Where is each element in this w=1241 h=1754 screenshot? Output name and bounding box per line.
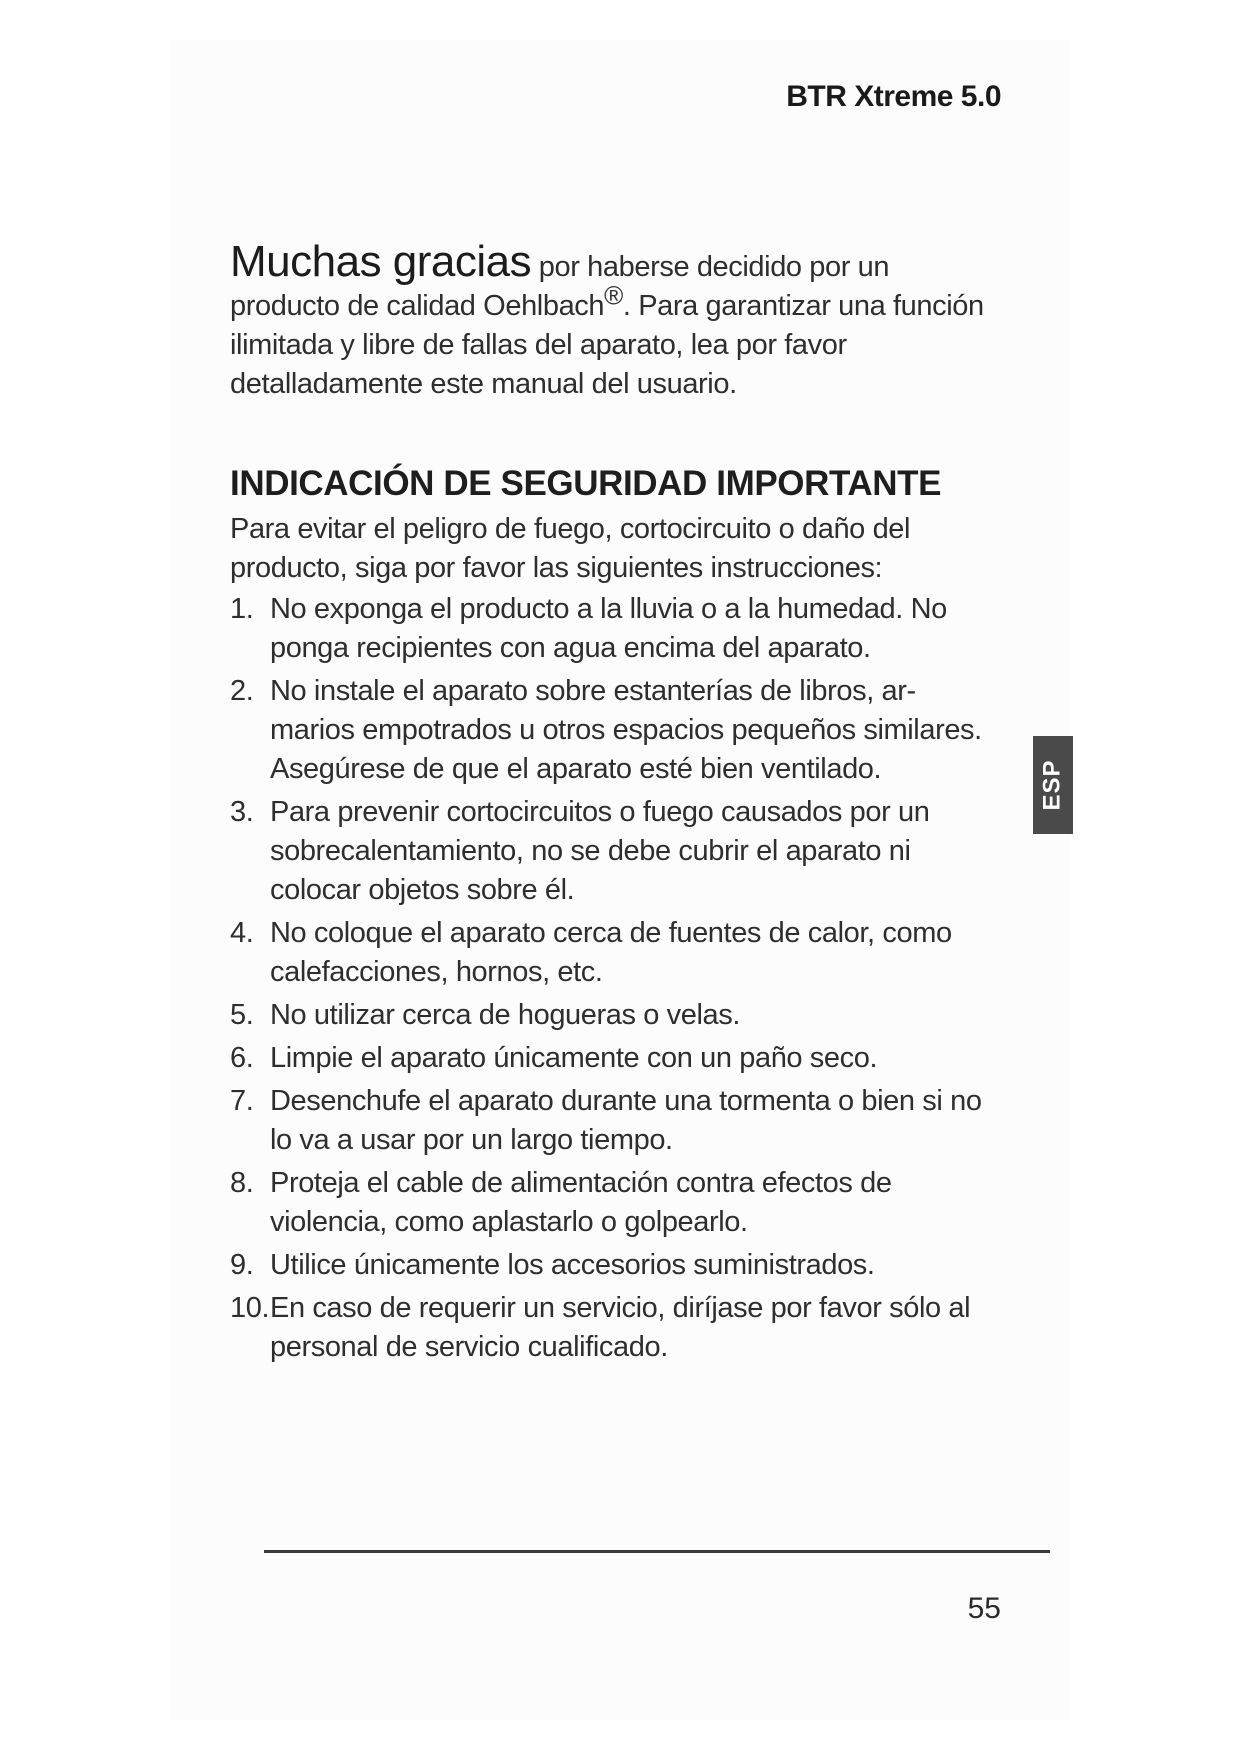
list-item — [230, 1039, 990, 1078]
list-item-number: 6. — [230, 1042, 254, 1074]
list-item-text: Para prevenir cortocircuitos o fuego causados por un sobrecalentamiento, no se debe cubrir el aparato ni colocar objetos sobre él. — [270, 796, 930, 906]
list-item — [230, 1164, 990, 1242]
list-item — [230, 914, 990, 992]
list-item-text: Proteja el cable de alimentación contra efectos de violencia, como aplastarlo o golpearlo. — [270, 1167, 892, 1238]
safety-heading: INDICACIÓN DE SEGURIDAD IMPORTANTE — [230, 464, 942, 503]
list-item — [230, 672, 990, 789]
intro-text-before-mark: por haberse decidido por un producto de calidad Oehlbach — [230, 251, 890, 322]
list-item — [230, 793, 990, 910]
list-item-number: 4. — [230, 917, 254, 949]
list-item-number: 9. — [230, 1249, 254, 1281]
list-item-text: Utilice únicamente los accesorios suministrados. — [270, 1249, 875, 1281]
list-item-text: No instale el aparato sobre estanterías de libros, ar-marios empotrados u otros espacios pequeños similares. Asegúrese de que el aparato esté bien ventilado. — [270, 675, 982, 785]
list-item-number: 1. — [230, 593, 254, 625]
list-item — [230, 590, 990, 668]
language-tab — [1033, 736, 1073, 834]
list-item-text: Desenchufe el aparato durante una tormenta o bien si no lo va a usar por un largo tiempo. — [270, 1085, 982, 1156]
list-item — [230, 1289, 990, 1367]
list-item-number: 2. — [230, 675, 254, 707]
list-item-text: No utilizar cerca de hogueras o velas. — [270, 999, 740, 1031]
main-content — [230, 237, 990, 1371]
list-item-number: 10. — [230, 1292, 270, 1324]
safety-instructions-list — [230, 590, 990, 1367]
intro-lead: Muchas gracias — [230, 237, 532, 286]
registered-mark: ® — [604, 280, 623, 311]
page-number: 55 — [967, 1592, 1001, 1625]
list-item-number: 3. — [230, 796, 254, 828]
list-item-text: Limpie el aparato únicamente con un paño seco. — [270, 1042, 878, 1074]
list-item-number: 5. — [230, 999, 254, 1031]
intro-text-after-mark: . Para garantizar una función ilimitada y libre de fallas del aparato, lea por favor detalladamente este manual del usuario. — [230, 290, 984, 400]
list-item-text: No exponga el producto a la lluvia o a la humedad. No ponga recipientes con agua encima del aparato. — [270, 593, 947, 664]
list-item — [230, 1082, 990, 1160]
list-item-number: 7. — [230, 1085, 254, 1117]
list-item-text: No coloque el aparato cerca de fuentes de calor, como calefacciones, hornos, etc. — [270, 917, 952, 988]
product-title: BTR Xtreme 5.0 — [786, 80, 1001, 113]
language-tab-label: ESP — [1039, 759, 1066, 811]
list-item-text: En caso de requerir un servicio, diríjase por favor sólo al personal de servicio cualificado. — [270, 1292, 971, 1363]
intro-paragraph — [230, 237, 990, 404]
safety-intro: Para evitar el peligro de fuego, cortocircuito o daño del producto, siga por favor las siguientes instrucciones: — [230, 513, 911, 584]
list-item — [230, 996, 990, 1035]
list-item-number: 8. — [230, 1167, 254, 1199]
footer-divider — [264, 1550, 1050, 1553]
list-item — [230, 1246, 990, 1285]
